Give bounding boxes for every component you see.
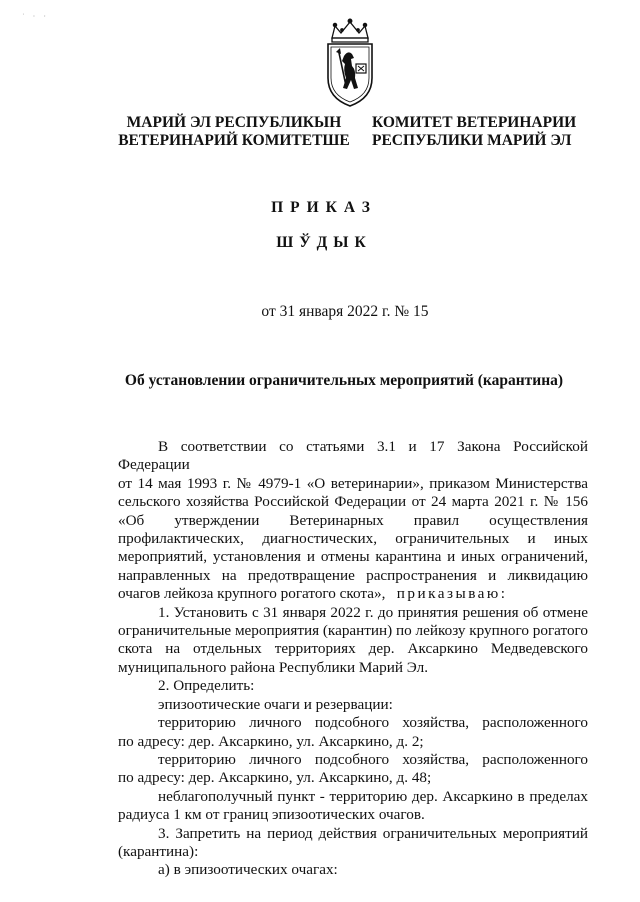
body-line: направленных на предотвращение распространения и ликвидацию: [118, 566, 588, 584]
body-line: [118, 585, 588, 603]
order-subject: Об установлении ограничительных мероприятий (карантина): [124, 372, 564, 389]
body-line: территорию личного подсобного хозяйства, расположенного: [158, 714, 588, 732]
body-line-text: очагов лейкоза крупного рогатого скота»,: [118, 585, 386, 603]
header-right-russian: [372, 114, 577, 150]
body-line: эпизоотические очаги и резервации:: [158, 695, 393, 713]
body-line: (карантина):: [118, 842, 199, 860]
header-right-line2: РЕСПУБЛИКИ МАРИЙ ЭЛ: [372, 132, 572, 149]
order-title: ПРИКАЗ: [271, 199, 377, 216]
order-word: приказываю:: [396, 585, 508, 603]
header-left-line2: ВЕТЕРИНАРИЙ КОМИТЕТШЕ: [118, 132, 350, 149]
body-line: 3. Запретить на период действия ограничительных мероприятий: [158, 824, 588, 842]
scan-mark: ˙ · ·: [22, 12, 49, 21]
body-line: 2. Определить:: [158, 677, 255, 695]
body-line: В соответствии со статьями 3.1 и 17 Закона Российской Федерации: [118, 438, 588, 474]
body-line: «Об утверждении Ветеринарных правил осуществления: [118, 511, 588, 529]
body-line: профилактических, диагностических, ограничительных и иных: [118, 530, 588, 548]
order-title-mari: ШЎДЫК: [276, 234, 372, 251]
body-line: муниципального района Республики Марий Эл.: [118, 658, 428, 676]
body-line: мероприятий, установления и отмены карантина и иных ограничений,: [118, 548, 588, 566]
body-line: 1. Установить с 31 января 2022 г. до принятия решения об отмене: [158, 603, 588, 621]
body-line: территорию личного подсобного хозяйства, расположенного: [158, 750, 588, 768]
body-line: а) в эпизоотических очагах:: [158, 861, 338, 879]
body-line: от 14 мая 1993 г. № 4979-1 «О ветеринарии», приказом Министерства: [118, 474, 588, 492]
header-left-mari: [118, 114, 350, 150]
body-line: сельского хозяйства Российской Федерации от 24 марта 2021 г. № 156: [118, 493, 588, 511]
body-line: скота на отдельных территориях дер. Аксаркино Медведевского: [118, 640, 588, 658]
body-line: неблагополучный пункт - территорию дер. Аксаркино в пределах: [158, 787, 588, 805]
body-line: ограничительные мероприятия (карантин) по лейкозу крупного рогатого: [118, 622, 588, 640]
order-body: [118, 438, 588, 880]
body-line: радиуса 1 км от границ эпизоотических очагов.: [118, 806, 425, 824]
header-left-line1: МАРИЙ ЭЛ РЕСПУБЛИКЫН: [126, 114, 342, 131]
order-date-number: от 31 января 2022 г. № 15: [261, 303, 429, 320]
coat-of-arms-emblem: [318, 18, 382, 108]
body-line: по адресу: дер. Аксаркино, ул. Аксаркино, д. 48;: [118, 769, 432, 787]
body-line: по адресу: дер. Аксаркино, ул. Аксаркино, д. 2;: [118, 732, 424, 750]
header-right-line1: КОМИТЕТ ВЕТЕРИНАРИИ: [372, 114, 577, 131]
